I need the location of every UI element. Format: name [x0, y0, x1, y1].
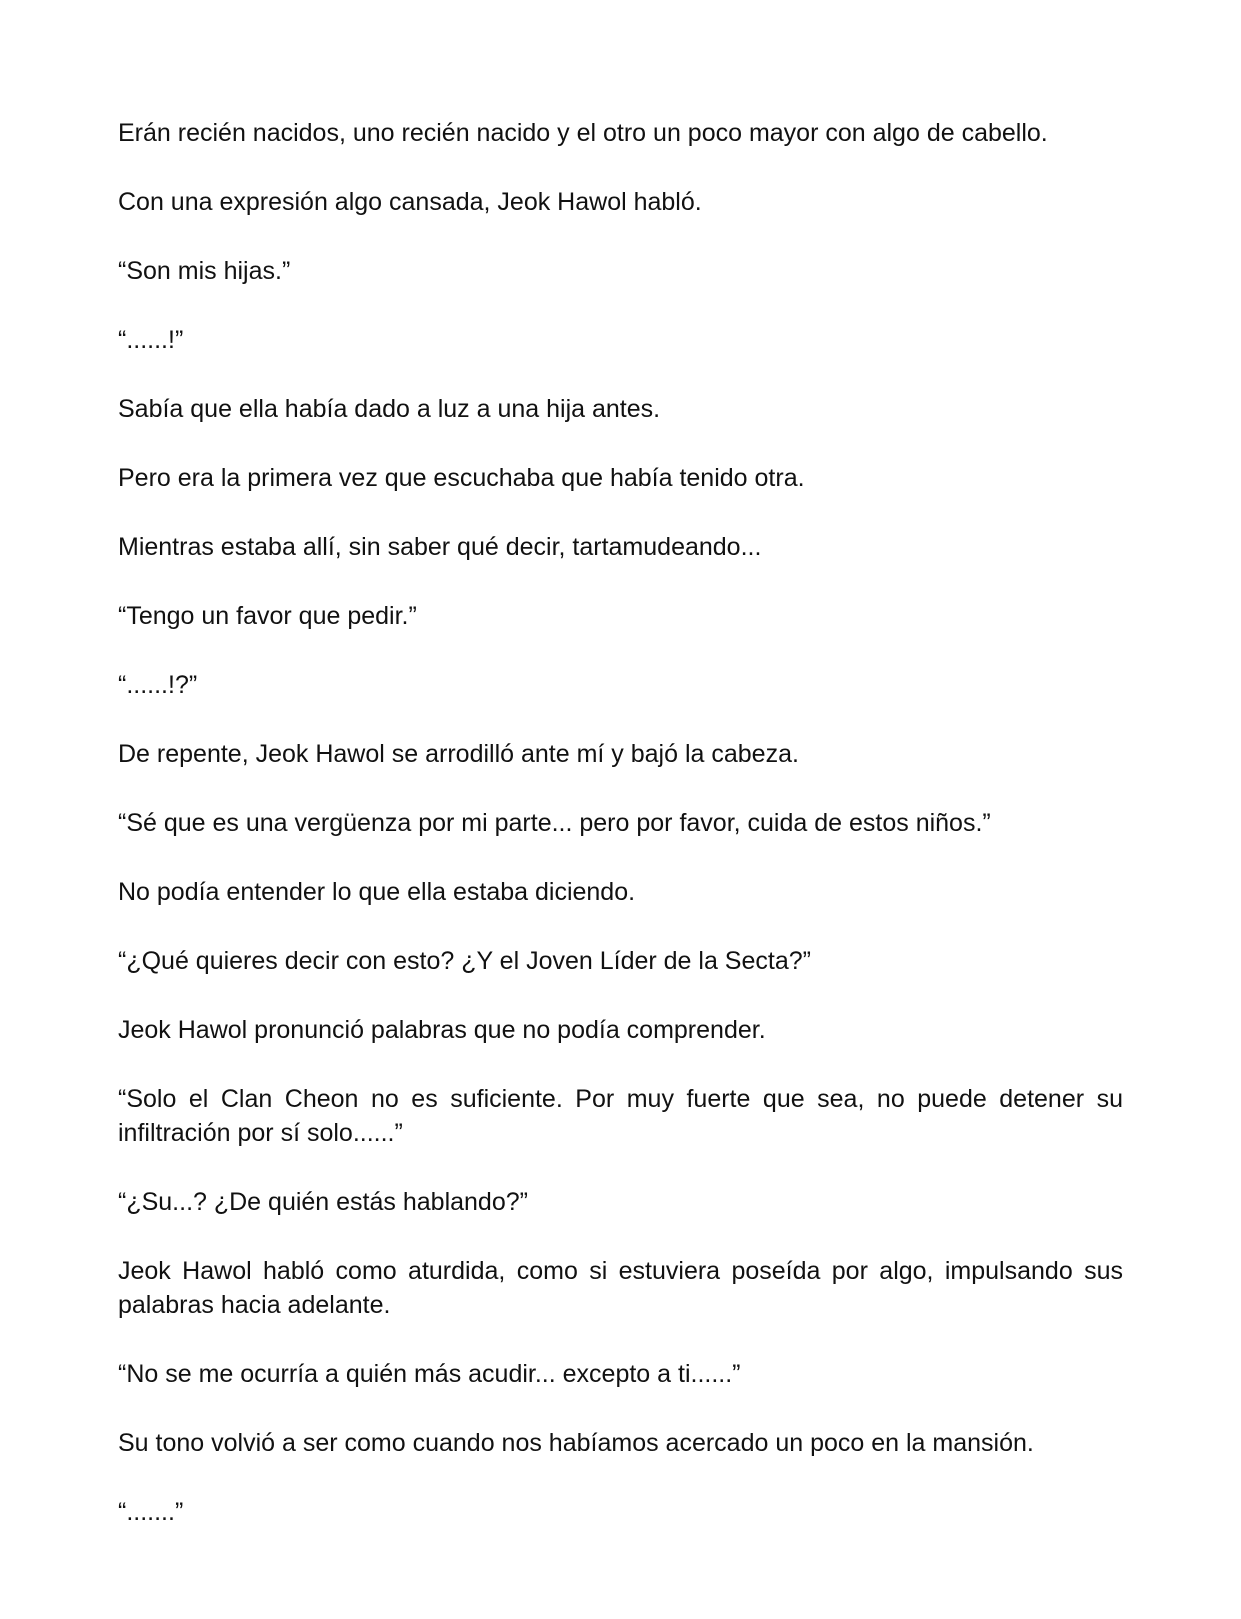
paragraph: “¿Qué quieres decir con esto? ¿Y el Joven Líder de la Secta?”: [118, 947, 811, 975]
paragraph: “.......”: [118, 1498, 184, 1526]
paragraph: Jeok Hawol habló como aturdida, como si estuviera poseída por algo, impulsando sus palabras hacia adelante.: [118, 1257, 1123, 1319]
paragraph: No podía entender lo que ella estaba diciendo.: [118, 878, 636, 906]
paragraph: “No se me ocurría a quién más acudir... excepto a ti......”: [118, 1360, 741, 1388]
paragraph: De repente, Jeok Hawol se arrodilló ante mí y bajó la cabeza.: [118, 740, 799, 768]
paragraph: Jeok Hawol pronunció palabras que no podía comprender.: [118, 1016, 766, 1044]
paragraph: “......!”: [118, 326, 184, 354]
paragraph: Su tono volvió a ser como cuando nos habíamos acercado un poco en la mansión.: [118, 1429, 1034, 1457]
paragraph: “Son mis hijas.”: [118, 257, 291, 285]
paragraph: “Tengo un favor que pedir.”: [118, 602, 417, 630]
paragraph: Con una expresión algo cansada, Jeok Hawol habló.: [118, 188, 702, 216]
paragraph: “Solo el Clan Cheon no es suficiente. Por muy fuerte que sea, no puede detener su infiltración por sí solo......”: [118, 1085, 1123, 1147]
paragraph: “Sé que es una vergüenza por mi parte... pero por favor, cuida de estos niños.”: [118, 809, 991, 837]
paragraph: Mientras estaba allí, sin saber qué decir, tartamudeando...: [118, 533, 762, 561]
paragraph: Sabía que ella había dado a luz a una hija antes.: [118, 395, 661, 423]
paragraph: “¿Su...? ¿De quién estás hablando?”: [118, 1188, 528, 1216]
document-body: [118, 116, 1123, 1529]
paragraph: Pero era la primera vez que escuchaba que había tenido otra.: [118, 464, 805, 492]
paragraph: “......!?”: [118, 671, 198, 699]
paragraph: Erán recién nacidos, uno recién nacido y el otro un poco mayor con algo de cabello.: [118, 119, 1048, 147]
